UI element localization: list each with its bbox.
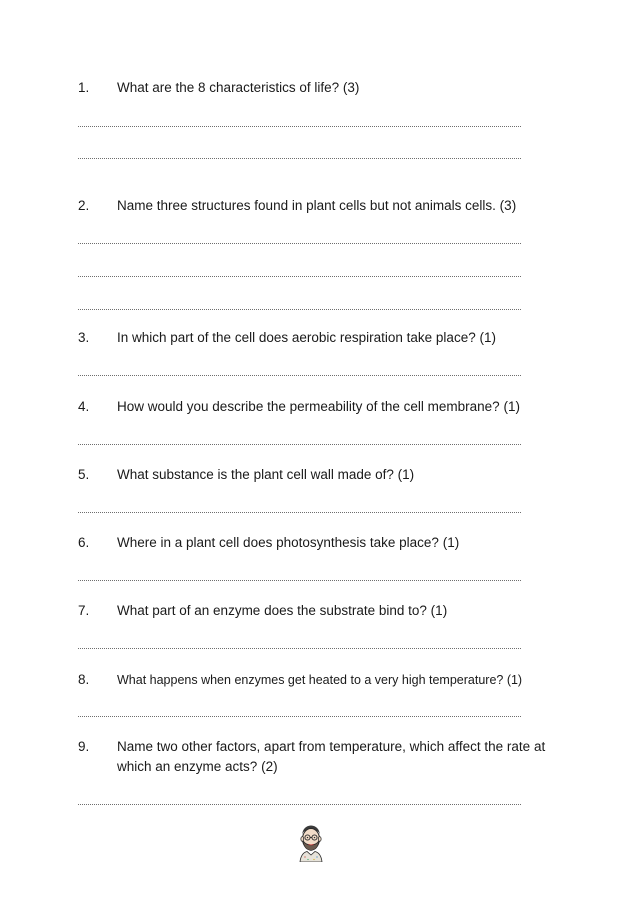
question-6-text: Where in a plant cell does photosynthesis take place? (1)	[117, 535, 460, 550]
question-7-number: 7.	[78, 603, 90, 618]
question-3-text: In which part of the cell does aerobic respiration take place? (1)	[117, 330, 496, 345]
answer-line-3[interactable]	[78, 375, 521, 376]
question-2-number: 2.	[78, 198, 90, 213]
answer-line-8[interactable]	[78, 716, 521, 717]
question-1-number: 1.	[78, 80, 90, 95]
answer-line-6[interactable]	[78, 580, 521, 581]
answer-line-2b[interactable]	[78, 276, 521, 277]
answer-line-2c[interactable]	[78, 309, 521, 310]
question-2-text: Name three structures found in plant cells but not animals cells. (3)	[117, 198, 517, 213]
question-9-number: 9.	[78, 739, 90, 754]
answer-line-1b[interactable]	[78, 158, 521, 159]
answer-line-4[interactable]	[78, 444, 521, 445]
answer-line-1a[interactable]	[78, 126, 521, 127]
question-8-text: What happens when enzymes get heated to a very high temperature? (1)	[117, 673, 523, 687]
question-8-number: 8.	[78, 672, 90, 687]
answer-line-9[interactable]	[78, 804, 521, 805]
question-6-number: 6.	[78, 535, 90, 550]
question-4-number: 4.	[78, 399, 90, 414]
question-5-text: What substance is the plant cell wall made of? (1)	[117, 467, 415, 482]
answer-line-2a[interactable]	[78, 243, 521, 244]
bearded-face-avatar-icon	[295, 822, 327, 862]
question-3-number: 3.	[78, 330, 90, 345]
question-9-text: Name two other factors, apart from temperature, which affect the rate at which an enzyme acts? (2)	[117, 739, 546, 774]
question-7-text: What part of an enzyme does the substrate bind to? (1)	[117, 603, 448, 618]
answer-line-7[interactable]	[78, 648, 521, 649]
question-1-text: What are the 8 characteristics of life? (3)	[117, 80, 360, 95]
question-5-number: 5.	[78, 467, 90, 482]
question-4-text: How would you describe the permeability of the cell membrane? (1)	[117, 399, 520, 414]
answer-line-5[interactable]	[78, 512, 521, 513]
